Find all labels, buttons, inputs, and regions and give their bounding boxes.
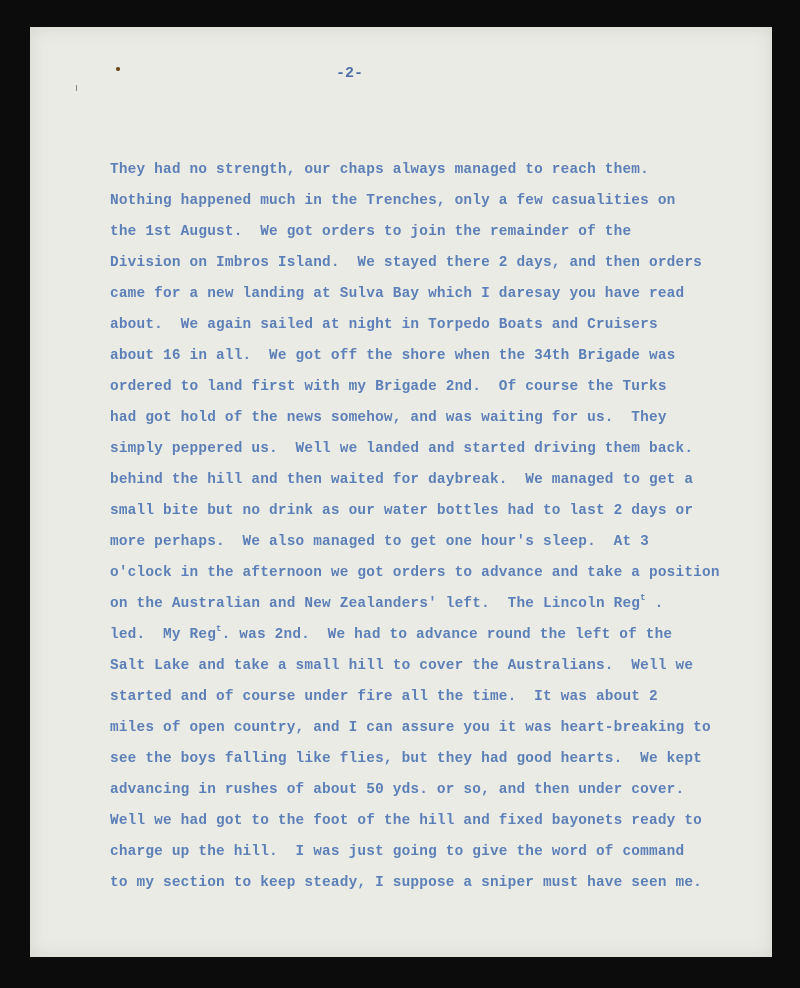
line-text: see the boys falling like flies, but they had good hearts. We kept — [110, 751, 702, 767]
line-text: ordered to land first with my Brigade 2nd. Of course the Turks — [110, 379, 667, 395]
text-line — [110, 651, 760, 682]
line-text: miles of open country, and I can assure you it was heart-breaking to — [110, 720, 711, 736]
line-text-continued: . was 2nd. We had to advance round the left of the — [221, 627, 673, 643]
text-line — [110, 806, 760, 837]
text-line — [110, 775, 760, 806]
typed-page — [30, 27, 772, 957]
text-line — [110, 713, 760, 744]
text-line — [110, 558, 760, 589]
page-number: -2- — [336, 65, 364, 82]
text-line — [110, 310, 760, 341]
line-text: simply peppered us. Well we landed and started driving them back. — [110, 441, 694, 457]
superscript: t — [640, 593, 646, 603]
text-line — [110, 589, 760, 620]
text-line — [110, 496, 760, 527]
line-text: the 1st August. We got orders to join the remainder of the — [110, 224, 632, 240]
text-line — [110, 527, 760, 558]
text-line — [110, 434, 760, 465]
text-line — [110, 341, 760, 372]
text-line — [110, 837, 760, 868]
line-text: came for a new landing at Sulva Bay which I daresay you have read — [110, 286, 685, 302]
line-text: about. We again sailed at night in Torpedo Boats and Cruisers — [110, 317, 658, 333]
line-text: o'clock in the afternoon we got orders to advance and take a position — [110, 565, 720, 581]
line-text: They had no strength, our chaps always managed to reach them. — [110, 162, 649, 178]
paper-mark — [76, 85, 77, 91]
superscript: t — [216, 624, 222, 634]
text-line — [110, 744, 760, 775]
line-text: about 16 in all. We got off the shore when the 34th Brigade was — [110, 348, 676, 364]
text-line — [110, 868, 760, 899]
text-line — [110, 186, 760, 217]
line-text: more perhaps. We also managed to get one hour's sleep. At 3 — [110, 534, 649, 550]
line-text: Nothing happened much in the Trenches, only a few casualities on — [110, 193, 676, 209]
line-text: started and of course under fire all the time. It was about 2 — [110, 689, 658, 705]
line-text: advancing in rushes of about 50 yds. or so, and then under cover. — [110, 782, 685, 798]
line-text: Salt Lake and take a small hill to cover the Australians. Well we — [110, 658, 694, 674]
line-text: had got hold of the news somehow, and was waiting for us. They — [110, 410, 667, 426]
text-line — [110, 279, 760, 310]
line-text: Well we had got to the foot of the hill and fixed bayonets ready to — [110, 813, 702, 829]
text-line — [110, 248, 760, 279]
line-text: to my section to keep steady, I suppose a sniper must have seen me. — [110, 875, 702, 891]
line-text: charge up the hill. I was just going to give the word of command — [110, 844, 685, 860]
text-line — [110, 372, 760, 403]
line-text-continued: . — [645, 596, 664, 612]
text-line — [110, 217, 760, 248]
line-text: small bite but no drink as our water bottles had to last 2 days or — [110, 503, 694, 519]
text-line — [110, 465, 760, 496]
text-line — [110, 403, 760, 434]
letter-body — [110, 155, 760, 899]
text-line — [110, 620, 760, 651]
text-line — [110, 155, 760, 186]
line-text: led. My Reg — [110, 627, 217, 643]
text-line — [110, 682, 760, 713]
line-text: on the Australian and New Zealanders' left. The Lincoln Reg — [110, 596, 641, 612]
line-text: behind the hill and then waited for daybreak. We managed to get a — [110, 472, 694, 488]
line-text: Division on Imbros Island. We stayed there 2 days, and then orders — [110, 255, 702, 271]
